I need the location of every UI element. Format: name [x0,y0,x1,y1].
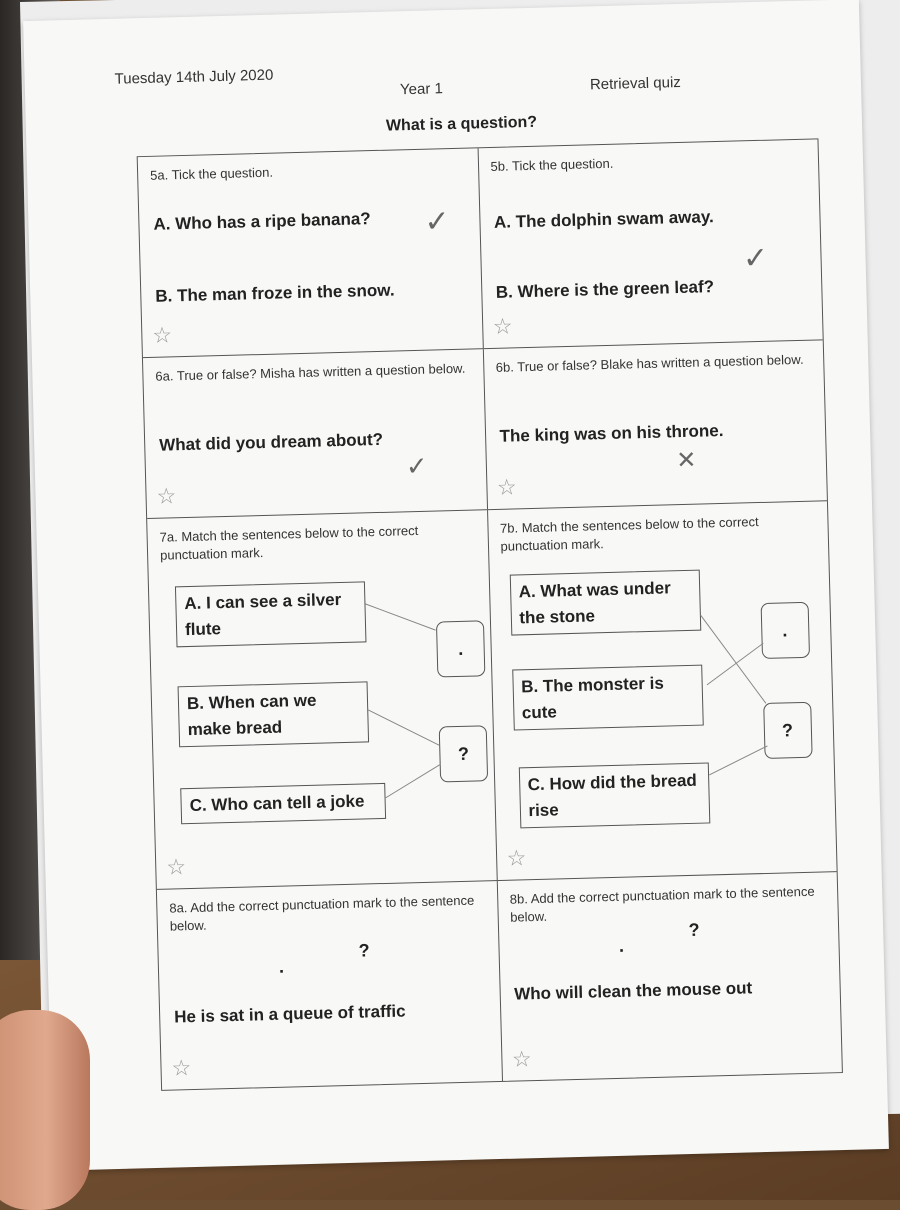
star-icon: ☆ [171,1055,192,1081]
question-6a-prompt: 6a. True or false? Misha has written a question below. [155,360,466,384]
question-6b [482,340,827,509]
match-7b-sentence-a: A. What was under the stone [509,570,701,636]
question-5b-option-a: A. The dolphin swam away. [493,207,714,232]
match-7a-sentence-c: C. Who can tell a joke [180,783,386,824]
question-grid [137,138,843,1091]
question-6a [143,349,487,518]
match-7a-sentence-a: A. I can see a silver flute [175,581,367,647]
tick-mark: ✓ [405,450,429,482]
star-icon: ☆ [156,483,177,509]
question-5a [138,148,483,357]
question-5b-option-b: B. Where is the green leaf? [495,277,715,302]
star-icon: ☆ [511,1046,532,1072]
question-5a-option-a: A. Who has a ripe banana? [153,209,371,234]
match-7b-sentence-b: B. The monster is cute [512,665,704,731]
question-8a [157,881,502,1090]
question-6b-prompt: 6b. True or false? Blake has written a question below. [495,351,804,375]
star-icon: ☆ [152,322,173,348]
question-8b-sentence: Who will clean the mouse out [513,978,753,1004]
row-5 [138,139,823,358]
worksheet-date: Tuesday 14th July 2020 [114,66,274,88]
question-7b [487,501,837,880]
match-line [368,709,440,746]
row-8 [157,872,842,1090]
star-icon: ☆ [496,474,518,500]
match-7a-question-mark: ? [439,725,488,782]
question-7a-prompt: 7a. Match the sentences below to the correct punctuation mark. [159,522,419,563]
question-6b-sentence: The king was on his throne. [499,420,724,446]
question-7b-prompt: 7b. Match the sentences below to the correct punctuation mark. [499,514,759,554]
star-icon: ☆ [506,845,527,871]
row-6 [143,340,827,519]
row-7 [147,501,836,890]
question-5a-option-b: B. The man froze in the snow. [155,280,395,306]
question-8b-prompt: 8b. Add the correct punctuation mark to the sentence below. [509,883,815,925]
worksheet-type: Retrieval quiz [589,73,682,94]
match-line [365,603,436,630]
choice-full-stop: . [278,956,285,977]
choice-full-stop: . [618,935,625,956]
match-line [709,745,768,775]
match-7b-full-stop: . [760,602,809,659]
star-icon: ☆ [165,854,187,880]
choice-question-mark: ? [358,940,370,961]
tick-mark: ✓ [424,205,451,239]
question-8b [496,872,842,1081]
worksheet-title: What is a question? [385,113,538,135]
match-line [385,764,441,799]
match-7a-sentence-b: B. When can we make bread [178,681,370,747]
thumb [0,1010,90,1210]
worksheet-year: Year 1 [399,80,444,99]
match-line [706,643,763,685]
question-7a [147,510,496,889]
match-7b-question-mark: ? [763,702,812,759]
question-5b [477,139,823,348]
match-7b-sentence-c: C. How did the bread rise [518,762,710,828]
match-7a-full-stop: . [436,620,485,677]
match-line [700,615,766,704]
cross-mark: ✕ [675,446,697,475]
question-6a-sentence: What did you dream about? [158,429,384,455]
star-icon: ☆ [492,313,513,339]
choice-question-mark: ? [688,919,700,941]
question-8a-prompt: 8a. Add the correct punctuation mark to the sentence below. [169,892,475,934]
tick-mark: ✓ [742,241,769,276]
question-5b-prompt: 5b. Tick the question. [490,155,614,174]
worksheet [23,0,889,1171]
question-5a-prompt: 5a. Tick the question. [149,164,274,183]
question-8a-sentence: He is sat in a queue of traffic [173,1001,406,1027]
